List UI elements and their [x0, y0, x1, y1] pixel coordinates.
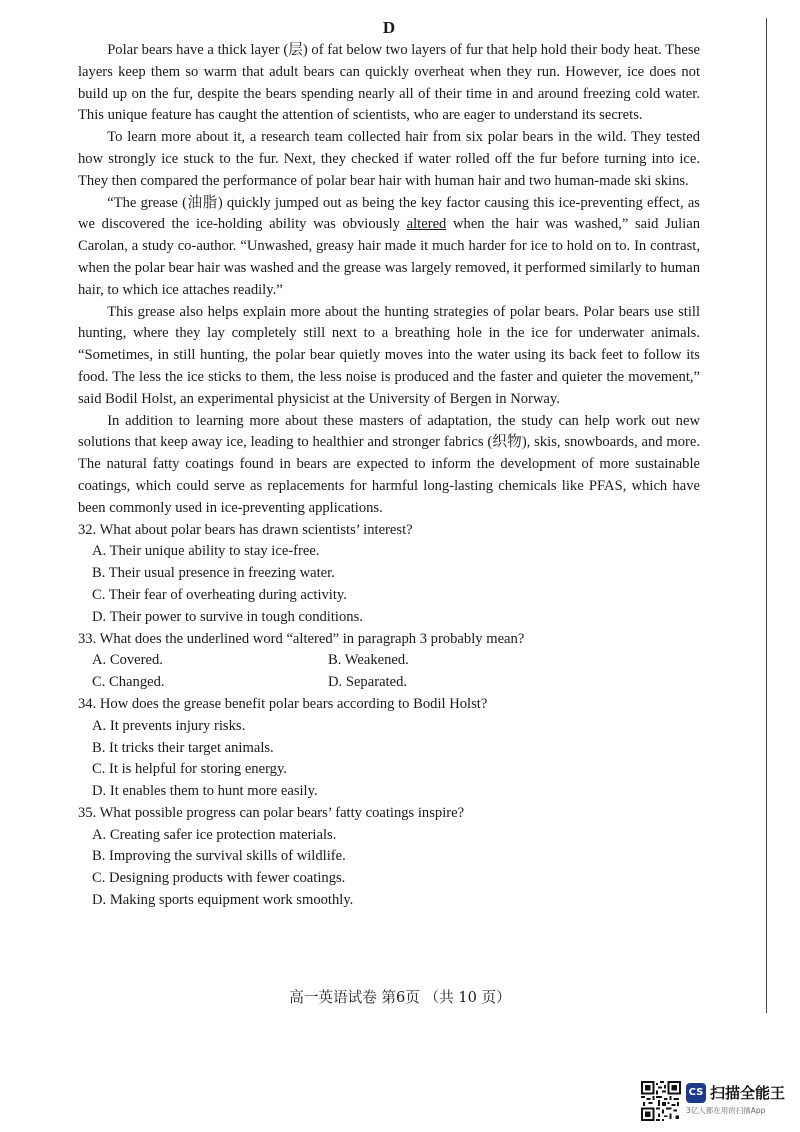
- question-stem: 33. What does the underlined word “altered” in paragraph 3 probably mean?: [78, 630, 525, 647]
- camscanner-logo-icon: CS: [686, 1083, 706, 1103]
- option-d: D. Their power to survive in tough conditions.: [92, 608, 363, 625]
- option-a: A. It prevents injury risks.: [92, 717, 246, 734]
- paragraph-5: In addition to learning more about these masters of adaptation, the study can help work out new solutions that keep away ice, leading to healthier and stronger fabrics (织物), skis, snowboards, and more. The natural fatty coatings found in bears are expected to inform the development of more sustainable coatings, which could serve as replacements for harmful long-lasting chemicals like PFAS, which have been commonly used in ice-preventing applications.: [78, 412, 700, 516]
- margin-line: [766, 18, 767, 1013]
- question-stem: 34. How does the grease benefit polar bears according to Bodil Holst?: [78, 695, 488, 712]
- camscanner-tagline: 3亿人都在用的扫描App: [686, 1106, 766, 1115]
- option-c: C. Designing products with fewer coatings.: [92, 870, 346, 887]
- option-a: A. Creating safer ice protection materials.: [92, 826, 337, 843]
- option-b: B. Improving the survival skills of wildlife.: [92, 848, 346, 865]
- question-stem: 35. What possible progress can polar bears’ fatty coatings inspire?: [78, 804, 465, 821]
- underlined-word: altered: [406, 216, 447, 233]
- option-b: B. Their usual presence in freezing water.: [92, 565, 335, 582]
- option-b: B. It tricks their target animals.: [92, 739, 274, 756]
- option-a: A. Their unique ability to stay ice-free.: [92, 543, 320, 560]
- option-c: C. It is helpful for storing energy.: [92, 761, 287, 778]
- page-footer: 高一英语试卷 第6页 （共 10 页）: [289, 989, 511, 1006]
- option-c: C. Their fear of overheating during activity.: [92, 586, 347, 603]
- question-34: [78, 694, 700, 803]
- paragraph-4: This grease also helps explain more about the hunting strategies of polar bears. Polar bears use still hunting, where they lay completely still next to a breathing hole in the ice for underwater animals. “Sometimes, in still hunting, the polar bear quietly moves into the water using its back feet to follow its food. The less the ice sticks to them, the less noise is produced and the faster and quieter the movement,” said Bodil Holst, an experimental physicist at the University of Bergen in Norway.: [78, 303, 700, 407]
- camscanner-name: 扫描全能王: [710, 1084, 786, 1102]
- qr-code-icon: [641, 1081, 681, 1121]
- question-stem: 32. What about polar bears has drawn scientists’ interest?: [78, 521, 413, 538]
- option-d: D. It enables them to hunt more easily.: [92, 783, 318, 800]
- paragraph-3: [78, 193, 700, 302]
- option-c: C. Changed.: [92, 674, 165, 691]
- question-32: [78, 520, 700, 629]
- option-a: A. Covered.: [92, 652, 163, 669]
- question-33: [78, 629, 700, 694]
- section-title: D: [382, 18, 396, 37]
- option-d: D. Separated.: [328, 674, 408, 691]
- paragraph-2: To learn more about it, a research team collected hair from six polar bears in the wild. They tested how strongly ice stuck to the fur. Next, they checked if water rolled off the fur before turning into ice. They then compared the performance of polar bear hair with human hair and two human-made ski skins.: [78, 129, 700, 189]
- document-page: [78, 16, 700, 912]
- paragraph-3-after: when the hair was washed,” said Julian Carolan, a study co-author. “Unwashed, greasy hair made it much harder for ice to hold on to. In contrast, when the polar bear hair was washed and the grease was largely removed, it performed similarly to human hair, to which ice attaches readily.”: [78, 216, 700, 298]
- question-35: [78, 803, 700, 912]
- paragraph-1: Polar bears have a thick layer (层) of fat below two layers of fur that help hold their body heat. These layers keep them so warm that adult bears can quickly overheat when they run. However, ice does not build up on the fur, despite the bears spending nearly all of their time in and around freezing cold water. This unique feature has caught the attention of scientists, who are eager to understand its secrets.: [78, 42, 700, 124]
- paragraph-3-before: “The grease (油脂) quickly jumped out as being the key factor causing this ice-preventing effect, as we discovered the ice-holding ability was obviously: [78, 194, 700, 233]
- option-b: B. Weakened.: [328, 652, 409, 669]
- option-d: D. Making sports equipment work smoothly.: [92, 892, 354, 909]
